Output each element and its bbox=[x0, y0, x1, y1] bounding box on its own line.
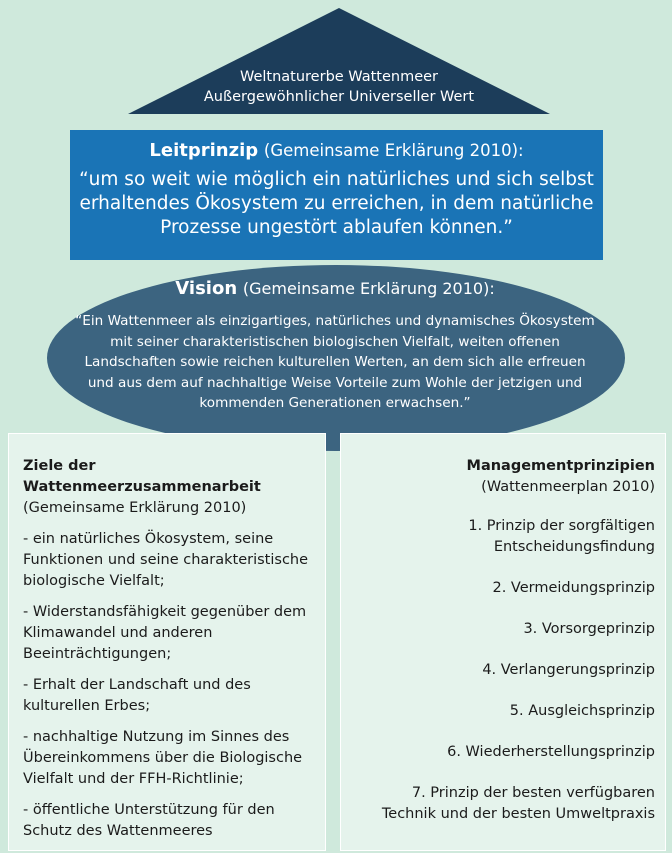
goals-list bbox=[23, 529, 319, 842]
vision-source: (Gemeinsame Erklärung 2010): bbox=[242, 279, 495, 298]
leitprinzip-quote: “um so weit wie möglich ein natürliches und sich selbst erhaltendes Ökosystem zu erreichen, in dem natürliche Prozesse ungestört ablaufen können.” bbox=[79, 169, 594, 238]
principles-panel bbox=[340, 433, 666, 851]
principles-source: (Wattenmeerplan 2010) bbox=[481, 479, 655, 495]
principle-item: 3. Vorsorgeprinzip bbox=[523, 621, 655, 637]
principle-item: 6. Wiederherstellungsprinzip bbox=[447, 744, 655, 760]
vision-title: Vision bbox=[175, 278, 238, 299]
vision-heading bbox=[70, 277, 600, 301]
goals-panel bbox=[8, 433, 326, 851]
principle-item: 2. Vermeidungsprinzip bbox=[492, 580, 655, 596]
goals-source: (Gemeinsame Erklärung 2010) bbox=[23, 500, 247, 516]
roof-line-1: Weltnaturerbe Wattenmeer bbox=[239, 69, 439, 85]
goal-item: - ein natürliches Ökosystem, seine Funktionen und seine charakteristische biologische Vielfalt; bbox=[23, 531, 309, 589]
principle-item: 1. Prinzip der sorgfältigen Entscheidungsfindung bbox=[468, 518, 655, 555]
principle-item: 4. Verlangerungsprinzip bbox=[482, 662, 655, 678]
leitprinzip-title: Leitprinzip bbox=[149, 140, 259, 161]
leitprinzip-heading bbox=[70, 138, 603, 164]
roof-line-2: Außergewöhnlicher Universeller Wert bbox=[203, 89, 475, 105]
goals-title: Ziele der Wattenmeerzusammenarbeit bbox=[23, 458, 261, 495]
leitprinzip-source: (Gemeinsame Erklärung 2010): bbox=[263, 141, 524, 160]
vision-quote: “Ein Wattenmeer als einzigartiges, natürliches und dynamisches Ökosystem mit seiner charakteristischen biologischen Vielfalt, weiten offenen Landschaften sowie reichen kulturellen Werten, an dem sich alle erfreuen und aus dem auf nachhaltige Weise Vorteile zum Wohle der jetzigen und kommenden Generationen erwachsen.” bbox=[75, 313, 595, 411]
goal-item: - nachhaltige Nutzung im Sinnes des Übereinkommens über die Biologische Vielfalt und der FFH-Richtlinie; bbox=[23, 729, 303, 787]
roof-label bbox=[150, 67, 528, 107]
principle-item: 7. Prinzip der besten verfügbaren Technik und der besten Umweltpraxis bbox=[381, 785, 655, 822]
vision-label bbox=[70, 277, 600, 414]
goal-item: - Erhalt der Landschaft und des kulturellen Erbes; bbox=[23, 677, 251, 714]
principle-item: 5. Ausgleichsprinzip bbox=[509, 703, 655, 719]
leitprinzip-box bbox=[70, 130, 603, 260]
goal-item: - öffentliche Unterstützung für den Schutz des Wattenmeeres bbox=[23, 802, 275, 839]
goal-item: - Widerstandsfähigkeit gegenüber dem Klimawandel und anderen Beeinträchtigungen; bbox=[23, 604, 307, 662]
principles-title: Managementprinzipien bbox=[466, 458, 655, 474]
